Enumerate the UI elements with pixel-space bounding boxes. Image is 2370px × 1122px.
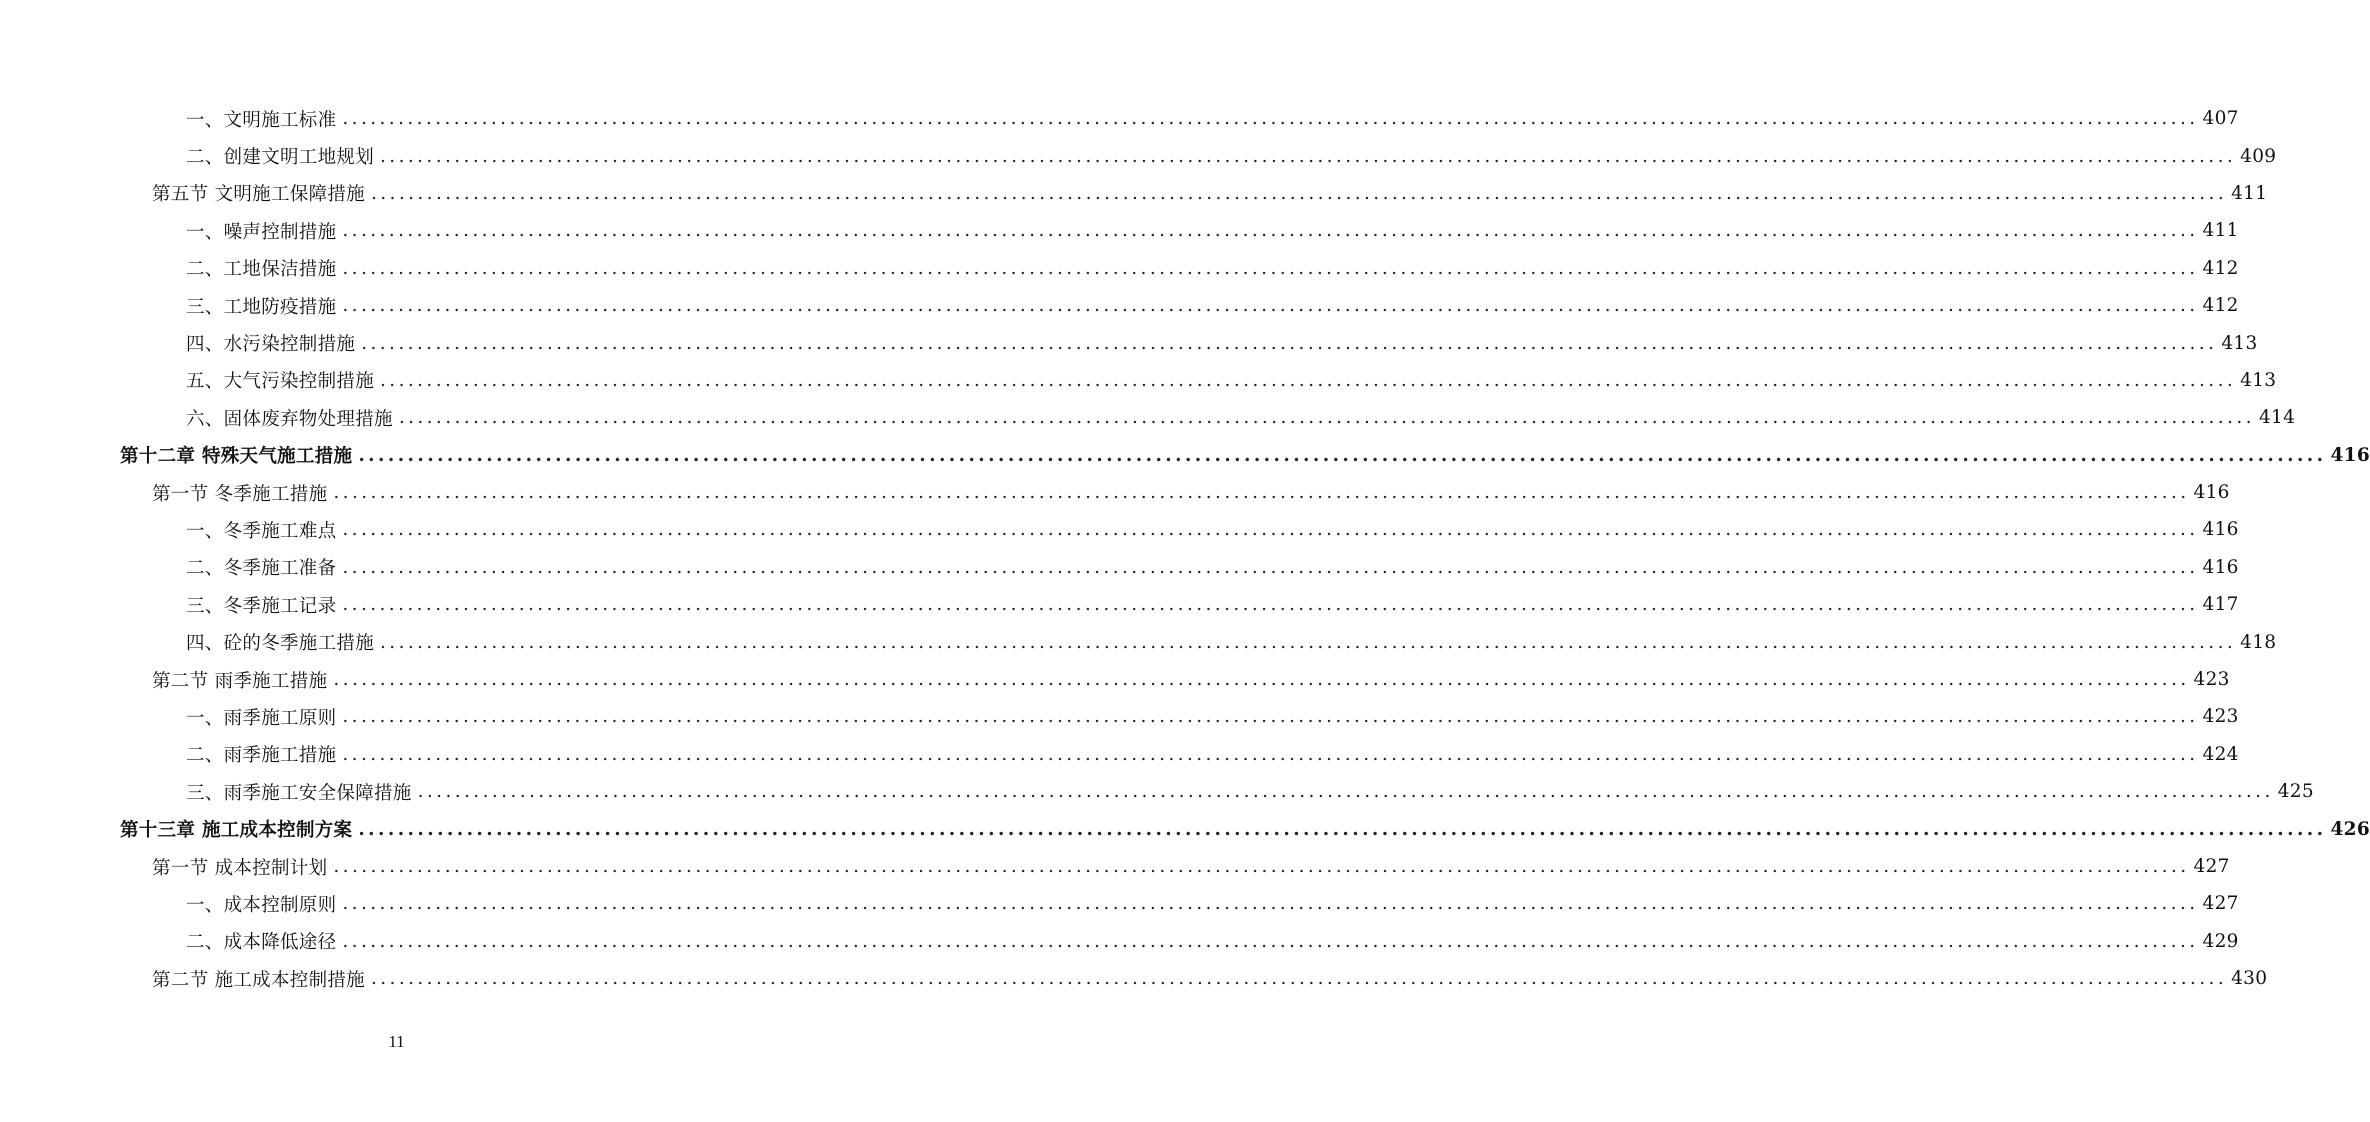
toc-entry-page: 425 (2277, 781, 2314, 803)
toc-entry-page: 424 (2202, 743, 2239, 765)
toc-entry-title: 三、雨季施工安全保障措施 (186, 782, 412, 804)
toc-dot-leader: ........................................................................................................................................................................................................ (370, 182, 2228, 204)
page-number: 11 (388, 1032, 405, 1051)
toc-dot-leader: ........................................................................................................................................................................................................ (342, 295, 2199, 317)
toc-section-entry[interactable] (152, 848, 2230, 885)
toc-entry-title: 一、成本控制原则 (186, 894, 337, 916)
toc-subsection-entry[interactable] (186, 773, 2314, 810)
toc-entry-page: 430 (2231, 968, 2268, 990)
toc-subsection-entry[interactable] (186, 250, 2239, 287)
toc-dot-leader: ........................................................................................................................................................................................................ (380, 369, 2237, 391)
toc-dot-leader: ........................................................................................................................................................................................................ (333, 856, 2190, 877)
toc-chapter-entry[interactable] (120, 437, 2370, 474)
toc-entry-title: 六、固体废弃物处理措施 (186, 408, 393, 430)
toc-entry-page: 416 (2202, 519, 2239, 541)
toc-entry-title: 三、冬季施工记录 (186, 595, 337, 617)
toc-subsection-entry[interactable] (186, 736, 2239, 773)
toc-dot-leader: ........................................................................................................................................................................................................ (380, 631, 2237, 653)
toc-entry-title: 三、工地防疫措施 (186, 296, 337, 318)
toc-dot-leader: ........................................................................................................................................................................................................ (342, 257, 2199, 279)
toc-dot-leader: ........................................................................................................................................................................................................ (342, 743, 2199, 765)
toc-entry-title: 二、工地保洁措施 (186, 259, 337, 281)
toc-subsection-entry[interactable] (186, 287, 2239, 324)
toc-dot-leader: ........................................................................................................................................................................................................ (342, 893, 2199, 915)
toc-entry-title: 一、文明施工标准 (186, 109, 337, 131)
toc-entry-page: 416 (2330, 444, 2370, 466)
toc-dot-leader: ........................................................................................................................................................................................................ (342, 519, 2199, 541)
toc-subsection-entry[interactable] (186, 923, 2239, 960)
toc-entry-title: 四、砼的冬季施工措施 (186, 633, 375, 655)
toc-dot-leader: ........................................................................................................................................................................................................ (342, 930, 2199, 952)
toc-dot-leader: ........................................................................................................................................................................................................ (342, 220, 2199, 242)
toc-dot-leader: ........................................................................................................................................................................................................ (342, 108, 2199, 130)
toc-dot-leader: ........................................................................................................................................................................................................ (333, 482, 2190, 504)
toc-dot-leader: ........................................................................................................................................................................................................ (380, 145, 2237, 167)
toc-dot-leader: ........................................................................................................................................................................................................ (398, 407, 2255, 429)
toc-dot-leader: ........................................................................................................................................................................................................ (333, 669, 2190, 691)
toc-dot-leader: ........................................................................................................................................................................................................ (417, 781, 2274, 803)
toc-entry-page: 413 (2221, 332, 2258, 354)
table-of-contents (0, 100, 2370, 997)
toc-entry-page: 427 (2193, 856, 2230, 877)
toc-subsection-entry[interactable] (186, 324, 2258, 361)
toc-entry-title: 一、噪声控制措施 (186, 221, 337, 243)
toc-entry-page: 412 (2202, 257, 2239, 279)
toc-entry-page: 417 (2202, 594, 2239, 616)
toc-entry-title: 一、冬季施工难点 (186, 520, 337, 542)
toc-subsection-entry[interactable] (186, 212, 2239, 249)
toc-entry-title: 第十三章 施工成本控制方案 (120, 820, 353, 842)
toc-entry-page: 411 (2202, 220, 2239, 242)
toc-subsection-entry[interactable] (186, 623, 2277, 660)
toc-dot-leader: ........................................................................................................................................................................................................ (370, 968, 2228, 990)
toc-dot-leader: ........................................................................................................................................................................................................ (342, 706, 2199, 728)
toc-entry-page: 429 (2202, 930, 2239, 952)
toc-entry-title: 二、雨季施工措施 (186, 745, 337, 767)
toc-entry-page: 407 (2202, 108, 2239, 130)
toc-dot-leader: ........................................................................................................................................................................................................ (342, 556, 2199, 578)
toc-entry-title: 第五节 文明施工保障措施 (152, 184, 365, 206)
toc-entry-page: 409 (2240, 145, 2277, 167)
toc-dot-leader: ........................................................................................................................................................................................................ (361, 332, 2218, 354)
toc-entry-title: 五、大气污染控制措施 (186, 371, 375, 393)
toc-subsection-entry[interactable] (186, 698, 2239, 735)
toc-entry-page: 423 (2193, 669, 2230, 691)
toc-entry-page: 412 (2202, 295, 2239, 317)
toc-entry-page: 427 (2202, 893, 2239, 915)
toc-entry-title: 第二节 雨季施工措施 (152, 670, 328, 692)
toc-entry-title: 四、水污染控制措施 (186, 334, 356, 356)
toc-entry-page: 411 (2231, 182, 2268, 204)
toc-dot-leader: ........................................................................................................................................................................................................ (358, 444, 2327, 466)
toc-entry-page: 426 (2330, 818, 2370, 840)
toc-entry-page: 418 (2240, 631, 2277, 653)
toc-section-entry[interactable] (152, 175, 2268, 212)
toc-entry-page: 423 (2202, 706, 2239, 728)
toc-entry-page: 416 (2202, 556, 2239, 578)
toc-subsection-entry[interactable] (186, 137, 2277, 174)
toc-subsection-entry[interactable] (186, 549, 2239, 586)
toc-section-entry[interactable] (152, 960, 2268, 997)
toc-entry-title: 第一节 冬季施工措施 (152, 483, 328, 505)
toc-dot-leader: ........................................................................................................................................................................................................ (342, 594, 2199, 616)
toc-subsection-entry[interactable] (186, 362, 2277, 399)
toc-entry-title: 第一节 成本控制计划 (152, 857, 328, 879)
toc-entry-title: 一、雨季施工原则 (186, 707, 337, 729)
toc-section-entry[interactable] (152, 474, 2230, 511)
toc-entry-title: 二、创建文明工地规划 (186, 147, 375, 169)
toc-entry-page: 413 (2240, 369, 2277, 391)
toc-entry-title: 第二节 施工成本控制措施 (152, 969, 365, 991)
toc-entry-page: 414 (2258, 407, 2296, 429)
toc-subsection-entry[interactable] (186, 885, 2239, 922)
toc-subsection-entry[interactable] (186, 100, 2239, 137)
toc-chapter-entry[interactable] (120, 810, 2370, 847)
toc-entry-title: 二、冬季施工准备 (186, 558, 337, 580)
toc-entry-title: 第十二章 特殊天气施工措施 (120, 446, 353, 468)
toc-dot-leader: ........................................................................................................................................................................................................ (358, 818, 2327, 840)
toc-entry-page: 416 (2193, 482, 2230, 504)
toc-subsection-entry[interactable] (186, 399, 2296, 436)
toc-section-entry[interactable] (152, 661, 2230, 698)
toc-entry-title: 二、成本降低途径 (186, 932, 337, 954)
toc-subsection-entry[interactable] (186, 511, 2239, 548)
toc-subsection-entry[interactable] (186, 586, 2239, 623)
